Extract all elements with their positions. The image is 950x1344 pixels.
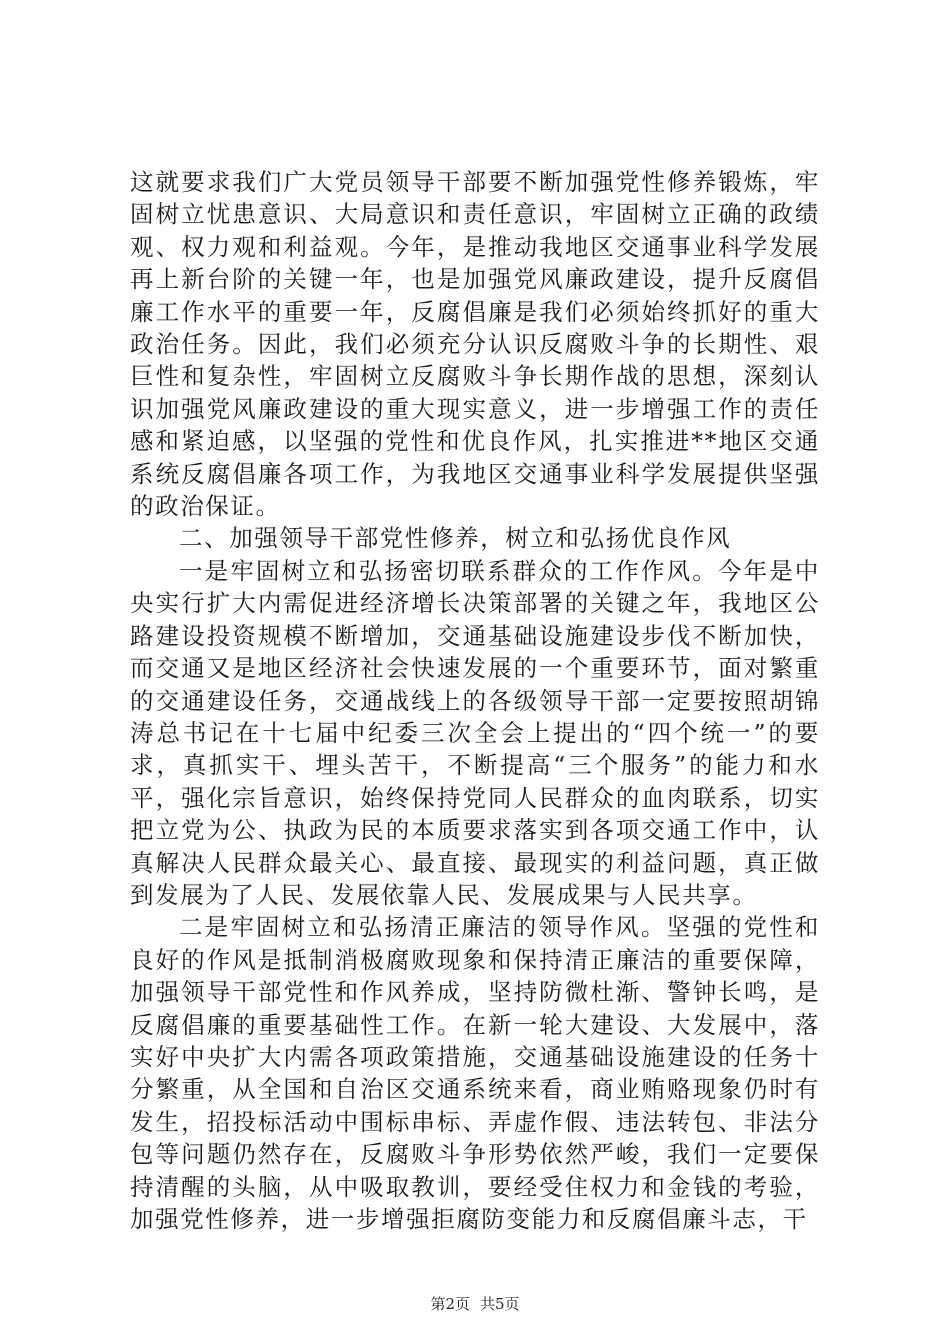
page-number: 第2页	[430, 1295, 470, 1313]
section-heading: 二、加强领导干部党性修养，树立和弘扬优良作风	[179, 524, 732, 553]
page-footer	[0, 1294, 950, 1314]
paragraph-first-point: 一是牢固树立和弘扬密切联系群众的工作作风。今年是中央实行扩大内需促进经济增长决策部署的关键之年，我地区公路建设投资规模不断增加，交通基础设施建设步伐不断加快，而交通又是地区经济社会快速发展的一个重要环节，面对繁重的交通建设任务，交通战线上的各级领导干部一定要按照胡锦涛总书记在十七届中纪委三次全会上提出的“四个统一”的要求，真抓实干、埋头苦干，不断提高“三个服务”的能力和水平，强化宗旨意识，始终保持党同人民群众的血肉联系，切实把立党为公、执政为民的本质要求落实到各项交通工作中，认真解决人民群众最关心、最直接、最现实的利益问题，真正做到发展为了人民、发展依靠人民、发展成果与人民共享。	[130, 556, 820, 909]
paragraph-continuation: 这就要求我们广大党员领导干部要不断加强党性修养锻炼，牢固树立忧患意识、大局意识和责任意识，牢固树立正确的政绩观、权力观和利益观。今年，是推动我地区交通事业科学发展再上新台阶的关键一年，也是加强党风廉政建设，提升反腐倡廉工作水平的重要一年，反腐倡廉是我们必须始终抓好的重大政治任务。因此，我们必须充分认识反腐败斗争的长期性、艰巨性和复杂性，牢固树立反腐败斗争长期作战的思想，深刻认识加强党风廉政建设的重大现实意义，进一步增强工作的责任感和紧迫感，以坚强的党性和优良作风，扎实推进**地区交通系统反腐倡廉各项工作，为我地区交通事业科学发展提供坚强的政治保证。	[130, 168, 820, 521]
paragraph-second-point: 二是牢固树立和弘扬清正廉洁的领导作风。坚强的党性和良好的作风是抵制消极腐败现象和保持清正廉洁的重要保障，加强领导干部党性和作风养成，坚持防微杜渐、警钟长鸣，是反腐倡廉的重要基础性工作。在新一轮大建设、大发展中，落实好中央扩大内需各项政策措施，交通基础设施建设的任务十分繁重，从全国和自治区交通系统来看，商业贿赂现象仍时有发生，招投标活动中围标串标、弄虚作假、违法转包、非法分包等问题仍然存在，反腐败斗争形势依然严峻，我们一定要保持清醒的头脑，从中吸取教训，要经受住权力和金钱的考验，加强党性修养，进一步增强拒腐防变能力和反腐倡廉斗志，干	[130, 913, 820, 1233]
page-total: 共5页	[480, 1295, 520, 1313]
document-body	[130, 166, 820, 1235]
